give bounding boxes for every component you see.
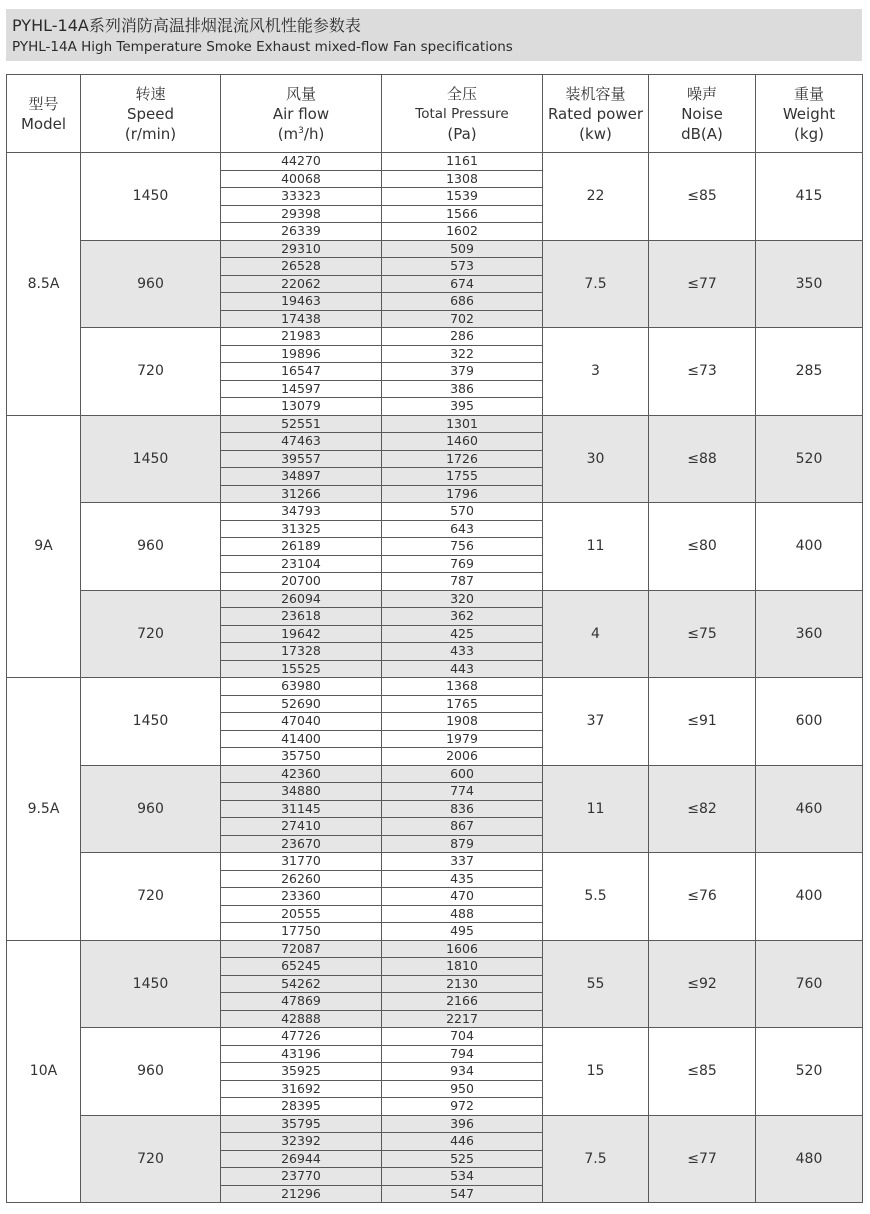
- weight-cell: 360: [756, 590, 863, 678]
- pressure-cell: 337: [382, 853, 543, 871]
- table-row: [7, 940, 863, 958]
- airflow-cell: 31692: [221, 1080, 382, 1098]
- weight-cell: 415: [756, 153, 863, 241]
- pressure-cell: 470: [382, 888, 543, 906]
- pressure-cell: 702: [382, 310, 543, 328]
- pressure-cell: 704: [382, 1028, 543, 1046]
- airflow-cell: 41400: [221, 730, 382, 748]
- pressure-cell: 867: [382, 818, 543, 836]
- power-cell: 3: [543, 328, 649, 416]
- pressure-cell: 2130: [382, 975, 543, 993]
- header-weight: 重量 Weight (kg): [756, 75, 863, 153]
- weight-cell: 520: [756, 1028, 863, 1116]
- weight-cell: 460: [756, 765, 863, 853]
- pressure-cell: 1308: [382, 170, 543, 188]
- pressure-cell: 1602: [382, 223, 543, 241]
- pressure-cell: 1908: [382, 713, 543, 731]
- power-cell: 55: [543, 940, 649, 1028]
- header-power: 装机容量 Rated power (kw): [543, 75, 649, 153]
- weight-cell: 400: [756, 503, 863, 591]
- power-cell: 15: [543, 1028, 649, 1116]
- table-row: [7, 590, 863, 608]
- noise-cell: ≤77: [649, 240, 756, 328]
- airflow-cell: 47040: [221, 713, 382, 731]
- weight-cell: 760: [756, 940, 863, 1028]
- pressure-cell: 570: [382, 503, 543, 521]
- pressure-cell: 1301: [382, 415, 543, 433]
- weight-cell: 480: [756, 1115, 863, 1203]
- airflow-cell: 35925: [221, 1063, 382, 1081]
- power-cell: 11: [543, 503, 649, 591]
- speed-cell: 960: [81, 240, 221, 328]
- header-model: 型号 Model: [7, 75, 81, 153]
- table-row: [7, 240, 863, 258]
- airflow-cell: 65245: [221, 958, 382, 976]
- pressure-cell: 1755: [382, 468, 543, 486]
- header-pressure: 全压 Total Pressure (Pa): [382, 75, 543, 153]
- airflow-cell: 23360: [221, 888, 382, 906]
- airflow-cell: 28395: [221, 1098, 382, 1116]
- spec-table-body: [7, 153, 863, 1203]
- speed-cell: 960: [81, 1028, 221, 1116]
- airflow-cell: 26339: [221, 223, 382, 241]
- weight-cell: 350: [756, 240, 863, 328]
- power-cell: 30: [543, 415, 649, 503]
- pressure-cell: 1368: [382, 678, 543, 696]
- pressure-cell: 379: [382, 363, 543, 381]
- pressure-cell: 774: [382, 783, 543, 801]
- noise-cell: ≤82: [649, 765, 756, 853]
- airflow-cell: 52551: [221, 415, 382, 433]
- airflow-cell: 35795: [221, 1115, 382, 1133]
- speed-cell: 1450: [81, 153, 221, 241]
- pressure-cell: 787: [382, 573, 543, 591]
- pressure-cell: 2006: [382, 748, 543, 766]
- airflow-cell: 31145: [221, 800, 382, 818]
- airflow-cell: 19896: [221, 345, 382, 363]
- noise-cell: ≤85: [649, 1028, 756, 1116]
- power-cell: 7.5: [543, 240, 649, 328]
- power-cell: 22: [543, 153, 649, 241]
- table-row: [7, 503, 863, 521]
- airflow-cell: 17438: [221, 310, 382, 328]
- header-row: [7, 75, 863, 153]
- table-row: [7, 853, 863, 871]
- airflow-cell: 26528: [221, 258, 382, 276]
- table-row: [7, 153, 863, 171]
- airflow-cell: 47463: [221, 433, 382, 451]
- table-row: [7, 678, 863, 696]
- airflow-cell: 27410: [221, 818, 382, 836]
- model-cell: 8.5A: [7, 153, 81, 416]
- pressure-cell: 396: [382, 1115, 543, 1133]
- airflow-cell: 23618: [221, 608, 382, 626]
- pressure-cell: 2217: [382, 1010, 543, 1028]
- model-cell: 9A: [7, 415, 81, 678]
- pressure-cell: 879: [382, 835, 543, 853]
- speed-cell: 720: [81, 1115, 221, 1203]
- pressure-cell: 643: [382, 520, 543, 538]
- pressure-cell: 1765: [382, 695, 543, 713]
- airflow-cell: 35750: [221, 748, 382, 766]
- airflow-cell: 52690: [221, 695, 382, 713]
- pressure-cell: 1566: [382, 205, 543, 223]
- airflow-cell: 26260: [221, 870, 382, 888]
- pressure-cell: 972: [382, 1098, 543, 1116]
- noise-cell: ≤80: [649, 503, 756, 591]
- pressure-cell: 1810: [382, 958, 543, 976]
- noise-cell: ≤73: [649, 328, 756, 416]
- title-english: PYHL-14A High Temperature Smoke Exhaust mixed-flow Fan specifications: [12, 39, 513, 55]
- power-cell: 5.5: [543, 853, 649, 941]
- noise-cell: ≤85: [649, 153, 756, 241]
- pressure-cell: 362: [382, 608, 543, 626]
- table-row: [7, 1028, 863, 1046]
- model-cell: 9.5A: [7, 678, 81, 941]
- table-row: [7, 328, 863, 346]
- pressure-cell: 386: [382, 380, 543, 398]
- speed-cell: 720: [81, 328, 221, 416]
- airflow-cell: 22062: [221, 275, 382, 293]
- pressure-cell: 395: [382, 398, 543, 416]
- airflow-cell: 26189: [221, 538, 382, 556]
- airflow-cell: 26094: [221, 590, 382, 608]
- airflow-cell: 32392: [221, 1133, 382, 1151]
- airflow-cell: 34897: [221, 468, 382, 486]
- airflow-cell: 16547: [221, 363, 382, 381]
- airflow-cell: 17750: [221, 923, 382, 941]
- pressure-cell: 509: [382, 240, 543, 258]
- noise-cell: ≤88: [649, 415, 756, 503]
- airflow-cell: 19463: [221, 293, 382, 311]
- airflow-cell: 20555: [221, 905, 382, 923]
- airflow-cell: 21983: [221, 328, 382, 346]
- model-cell: 10A: [7, 940, 81, 1203]
- pressure-cell: 443: [382, 660, 543, 678]
- airflow-cell: 54262: [221, 975, 382, 993]
- speed-cell: 1450: [81, 940, 221, 1028]
- pressure-cell: 573: [382, 258, 543, 276]
- pressure-cell: 525: [382, 1150, 543, 1168]
- airflow-cell: 20700: [221, 573, 382, 591]
- noise-cell: ≤91: [649, 678, 756, 766]
- weight-cell: 600: [756, 678, 863, 766]
- airflow-cell: 29398: [221, 205, 382, 223]
- pressure-cell: 674: [382, 275, 543, 293]
- power-cell: 4: [543, 590, 649, 678]
- pressure-cell: 534: [382, 1168, 543, 1186]
- airflow-cell: 47726: [221, 1028, 382, 1046]
- pressure-cell: 446: [382, 1133, 543, 1151]
- weight-cell: 400: [756, 853, 863, 941]
- pressure-cell: 433: [382, 643, 543, 661]
- pressure-cell: 600: [382, 765, 543, 783]
- pressure-cell: 686: [382, 293, 543, 311]
- title-chinese: PYHL-14A系列消防高温排烟混流风机性能参数表: [12, 16, 361, 35]
- speed-cell: 960: [81, 765, 221, 853]
- pressure-cell: 1796: [382, 485, 543, 503]
- pressure-cell: 495: [382, 923, 543, 941]
- airflow-cell: 21296: [221, 1185, 382, 1203]
- pressure-cell: 1161: [382, 153, 543, 171]
- airflow-cell: 43196: [221, 1045, 382, 1063]
- airflow-cell: 39557: [221, 450, 382, 468]
- pressure-cell: 320: [382, 590, 543, 608]
- pressure-cell: 1460: [382, 433, 543, 451]
- pressure-cell: 1606: [382, 940, 543, 958]
- spec-table: [6, 74, 863, 1203]
- airflow-cell: 31770: [221, 853, 382, 871]
- pressure-cell: 2166: [382, 993, 543, 1011]
- header-noise: 噪声 Noise dB(A): [649, 75, 756, 153]
- airflow-cell: 63980: [221, 678, 382, 696]
- airflow-cell: 29310: [221, 240, 382, 258]
- noise-cell: ≤75: [649, 590, 756, 678]
- pressure-cell: 547: [382, 1185, 543, 1203]
- pressure-cell: 425: [382, 625, 543, 643]
- airflow-cell: 17328: [221, 643, 382, 661]
- table-row: [7, 415, 863, 433]
- airflow-cell: 31325: [221, 520, 382, 538]
- power-cell: 37: [543, 678, 649, 766]
- noise-cell: ≤92: [649, 940, 756, 1028]
- noise-cell: ≤77: [649, 1115, 756, 1203]
- airflow-cell: 14597: [221, 380, 382, 398]
- power-cell: 7.5: [543, 1115, 649, 1203]
- airflow-cell: 23770: [221, 1168, 382, 1186]
- pressure-cell: 950: [382, 1080, 543, 1098]
- pressure-cell: 286: [382, 328, 543, 346]
- pressure-cell: 488: [382, 905, 543, 923]
- speed-cell: 1450: [81, 678, 221, 766]
- airflow-cell: 26944: [221, 1150, 382, 1168]
- airflow-cell: 42888: [221, 1010, 382, 1028]
- noise-cell: ≤76: [649, 853, 756, 941]
- weight-cell: 285: [756, 328, 863, 416]
- table-row: [7, 765, 863, 783]
- airflow-cell: 34793: [221, 503, 382, 521]
- speed-cell: 1450: [81, 415, 221, 503]
- pressure-cell: 435: [382, 870, 543, 888]
- airflow-cell: 34880: [221, 783, 382, 801]
- pressure-cell: 1539: [382, 188, 543, 206]
- pressure-cell: 1726: [382, 450, 543, 468]
- airflow-cell: 15525: [221, 660, 382, 678]
- airflow-cell: 47869: [221, 993, 382, 1011]
- title-banner: [6, 9, 862, 61]
- weight-cell: 520: [756, 415, 863, 503]
- pressure-cell: 1979: [382, 730, 543, 748]
- airflow-cell: 33323: [221, 188, 382, 206]
- airflow-cell: 19642: [221, 625, 382, 643]
- speed-cell: 960: [81, 503, 221, 591]
- airflow-cell: 72087: [221, 940, 382, 958]
- pressure-cell: 322: [382, 345, 543, 363]
- pressure-cell: 756: [382, 538, 543, 556]
- airflow-cell: 42360: [221, 765, 382, 783]
- pressure-cell: 769: [382, 555, 543, 573]
- power-cell: 11: [543, 765, 649, 853]
- airflow-cell: 44270: [221, 153, 382, 171]
- pressure-cell: 836: [382, 800, 543, 818]
- speed-cell: 720: [81, 853, 221, 941]
- speed-cell: 720: [81, 590, 221, 678]
- table-row: [7, 1115, 863, 1133]
- pressure-cell: 934: [382, 1063, 543, 1081]
- airflow-cell: 31266: [221, 485, 382, 503]
- header-speed: 转速 Speed (r/min): [81, 75, 221, 153]
- header-airflow: 风量 Air flow $(m^3/h)$: [221, 75, 382, 153]
- airflow-cell: 13079: [221, 398, 382, 416]
- airflow-cell: 40068: [221, 170, 382, 188]
- pressure-cell: 794: [382, 1045, 543, 1063]
- airflow-cell: 23104: [221, 555, 382, 573]
- airflow-cell: 23670: [221, 835, 382, 853]
